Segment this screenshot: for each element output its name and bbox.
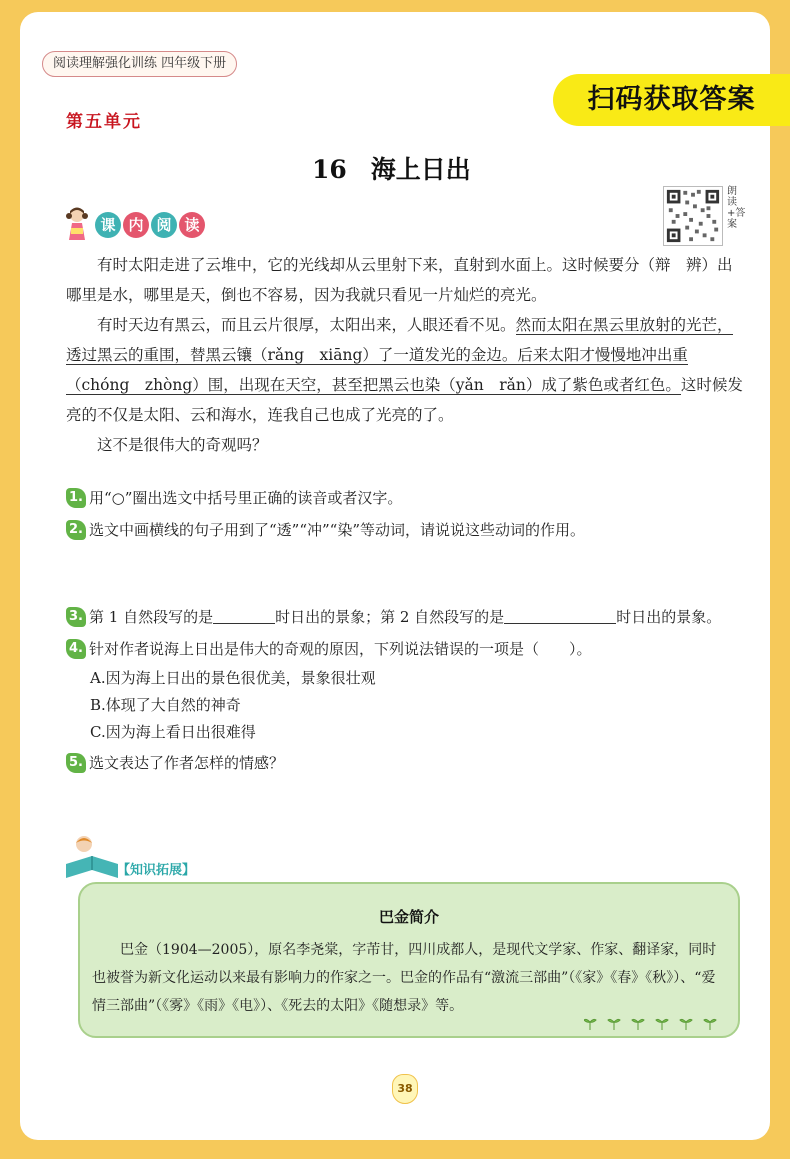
extension-text: [92, 936, 728, 1020]
passage-paragraph-2: [66, 310, 746, 430]
question-text: 选文表达了作者怎样的情感？: [89, 754, 285, 772]
lesson-title: [312, 150, 471, 186]
question-text: 第 1 自然段写的是: [89, 608, 214, 626]
section-title-in-class-reading: [95, 212, 205, 238]
qr-code-icon[interactable]: [663, 186, 723, 246]
reading-passage: [66, 250, 746, 460]
option-a[interactable]: A.因为海上日出的景色很优美，景象很壮观: [90, 669, 376, 687]
underlined-sentence: 后来太阳才慢慢地冲出重（chóng zhòng）围，出现在天空，甚至把黑云也染（yǎn rǎn）成了紫色或者红色。: [66, 346, 688, 394]
passage-paragraph-1: 有时太阳走进了云堆中，它的光线却从云里射下来，直射到水面上。这时候要分（辩 辨）出哪里是水，哪里是天，倒也不容易，因为我就只看见一片灿烂的亮光。: [66, 256, 733, 304]
question-3: [66, 606, 721, 627]
unit-label: 第五单元: [66, 112, 142, 132]
section-char: 课: [95, 212, 121, 238]
question-number-badge: 1.: [66, 488, 86, 508]
passage-paragraph-3: 这不是很伟大的奇观吗？: [97, 436, 268, 454]
question-text: 用“○”圈出选文中括号里正确的读音或者汉字。: [89, 489, 403, 507]
question-4: [66, 638, 592, 659]
passage-sentence: 有时天边有黑云，而且云片很厚，太阳出来，人眼还看不见。: [97, 316, 516, 334]
question-text: 针对作者说海上日出是伟大的奇观的原因，下列说法错误的一项是（ ）。: [89, 640, 592, 658]
section-char: 阅: [151, 212, 177, 238]
passage-sentence: 这时候发亮的不仅是太阳、云和海水，连我自己也成了光亮的了。: [66, 376, 743, 424]
sprouts-decoration-icon: [584, 1014, 724, 1030]
scan-answer-badge[interactable]: 扫码获取答案: [553, 74, 790, 126]
underlined-sentence: 然而太阳在黑云里放射的光芒，透过黑云的重围，替黑云镶（rǎng xiāng）了一道发光的金边。: [66, 316, 733, 364]
lesson-number: 16: [312, 155, 347, 184]
knowledge-extension-label: 【知识拓展】: [117, 863, 196, 878]
extension-title: 巴金简介: [378, 908, 439, 926]
question-5: [66, 752, 284, 773]
question-text: 时日出的景象；第 2 自然段写的是: [275, 608, 505, 626]
option-c[interactable]: C.因为海上看日出很难得: [90, 723, 256, 741]
question-number-badge: 5.: [66, 753, 86, 773]
page-number: 38: [392, 1074, 418, 1104]
question-text: 时日出的景象。: [616, 608, 722, 626]
qr-label: 朗读+答案: [727, 186, 746, 230]
question-text: 选文中画横线的句子用到了“透”“冲”“染”等动词，请说说这些动词的作用。: [89, 521, 586, 539]
section-char: 读: [179, 212, 205, 238]
answer-blank-2[interactable]: [504, 610, 616, 624]
answer-blank-1[interactable]: [213, 610, 275, 624]
knowledge-extension-box: [78, 882, 740, 1038]
section-char: 内: [123, 212, 149, 238]
extension-paragraph: 巴金（1904—2005），原名李尧棠，字芾甘，四川成都人，是现代文学家、作家、翻译家，同时也被誉为新文化运动以来最有影响力的作家之一。巴金的作品有“激流三部曲”（《家》《春》《秋》）、“爱情三部曲”（《雾》《雨》《电》）、《死去的太阳》《随想录》等。: [92, 942, 717, 1014]
option-b[interactable]: B.体现了大自然的神奇: [90, 696, 241, 714]
question-2: [66, 519, 585, 540]
open-book-reader-icon: [64, 834, 120, 880]
lesson-name: 海上日出: [370, 155, 471, 184]
question-number-badge: 4.: [66, 639, 86, 659]
question-number-badge: 3.: [66, 607, 86, 627]
series-tag: 阅读理解强化训练 四年级下册: [42, 51, 237, 77]
question-1: [66, 487, 402, 508]
question-number-badge: 2.: [66, 520, 86, 540]
girl-reading-icon: [64, 206, 90, 242]
